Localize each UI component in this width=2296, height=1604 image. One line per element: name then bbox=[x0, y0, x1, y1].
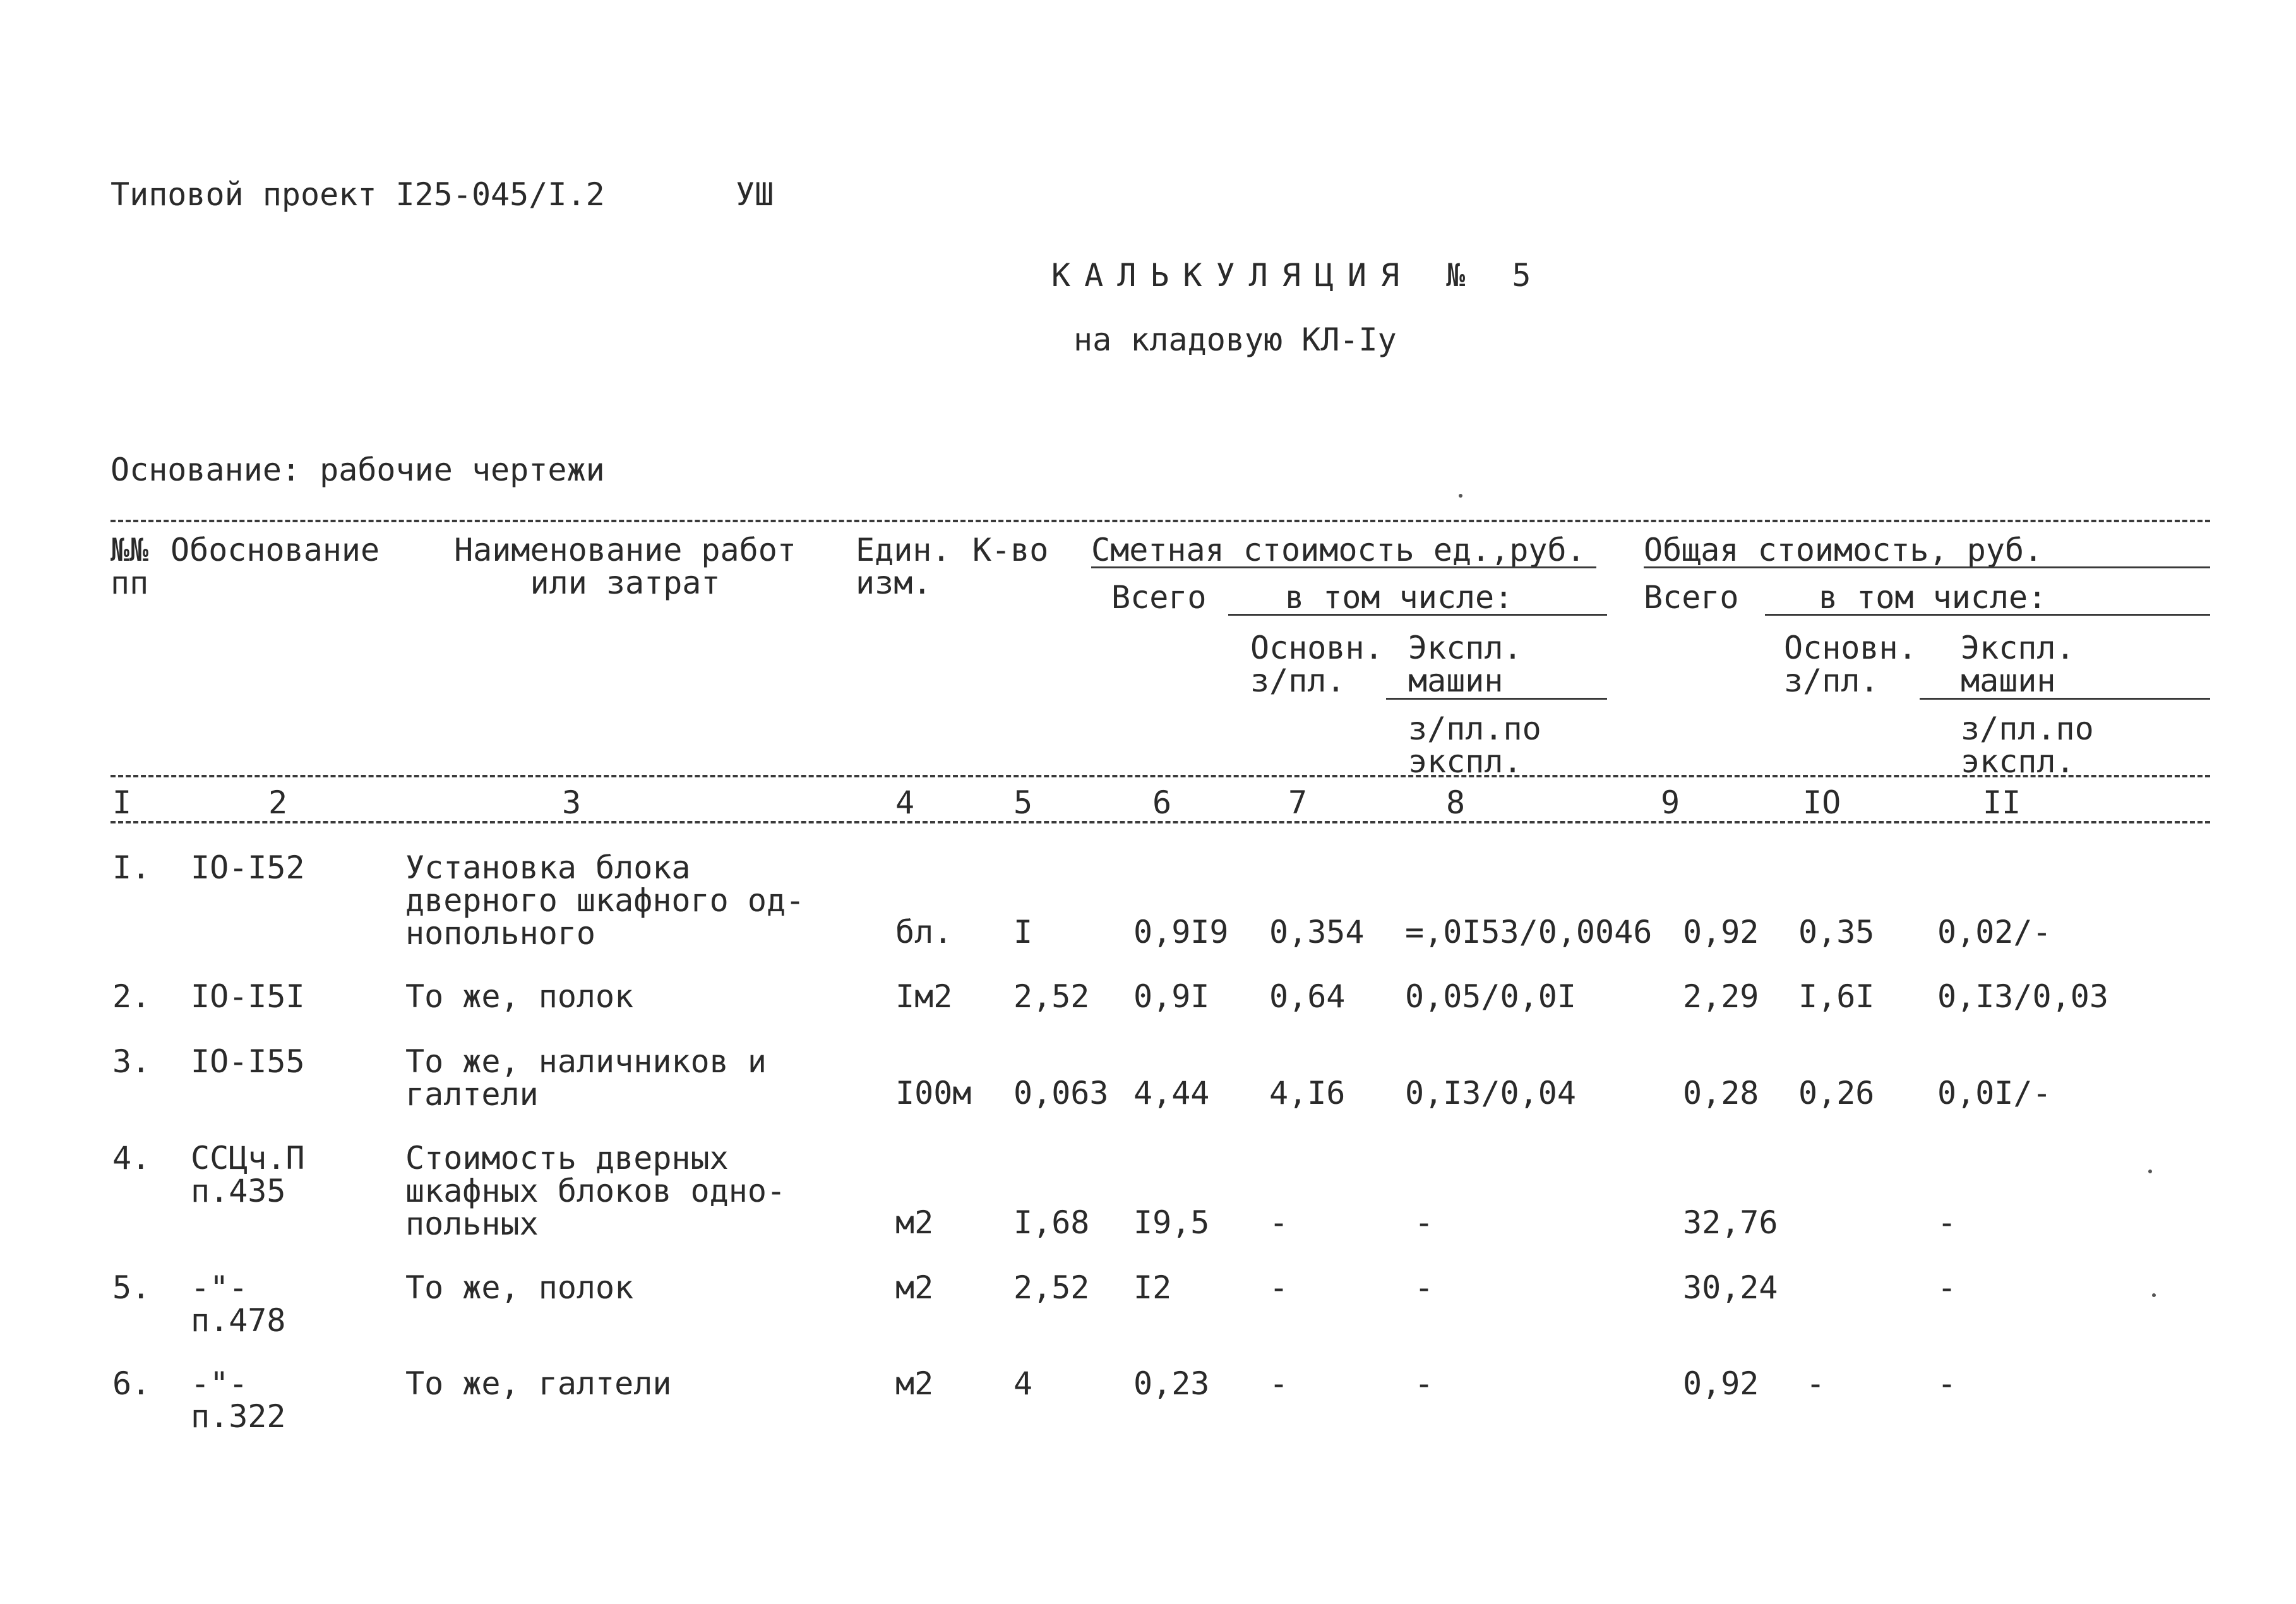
row-total: 30,24 bbox=[1683, 1269, 1778, 1306]
total-machines-underline bbox=[1920, 698, 2210, 700]
basis-line: Основание: рабочие чертежи bbox=[111, 452, 605, 488]
unit-cost-underline bbox=[1091, 566, 1596, 568]
row-unit: м2 bbox=[895, 1365, 934, 1402]
scan-speck bbox=[1459, 494, 1462, 498]
numbers-divider bbox=[111, 821, 2210, 823]
row-qty: 4 bbox=[1013, 1365, 1033, 1402]
row-total-machines: - bbox=[1937, 1269, 1957, 1306]
col-number: 5 bbox=[1013, 784, 1033, 821]
row-unit-machines: =,0I53/0,0046 bbox=[1405, 914, 1653, 950]
row-name: То же, наличников и галтели bbox=[405, 1043, 767, 1113]
col-header-unit: Един. изм. bbox=[856, 532, 951, 601]
col-header-qty: К-во bbox=[972, 532, 1049, 568]
col-header-unit-cost: Сметная стоимость ед.,руб. bbox=[1091, 532, 1586, 568]
row-name: Установка блока дверного шкафного од- нопольного bbox=[405, 849, 805, 952]
row-number: 2. bbox=[112, 978, 151, 1015]
row-unit: бл. bbox=[895, 914, 953, 950]
unit-machines-underline bbox=[1386, 698, 1607, 700]
row-total-wages: 0,35 bbox=[1798, 914, 1875, 950]
col-number: 6 bbox=[1152, 784, 1172, 821]
row-unit-machines: - bbox=[1414, 1269, 1434, 1306]
row-unit-total: 0,9I9 bbox=[1133, 914, 1229, 950]
col-header-total-cost: Общая стоимость, руб. bbox=[1644, 532, 2043, 568]
row-basis: -"- п.322 bbox=[191, 1365, 286, 1435]
col-number: 2 bbox=[268, 784, 288, 821]
row-unit-wages: 0,64 bbox=[1269, 978, 1346, 1015]
row-unit: м2 bbox=[895, 1204, 934, 1241]
row-name: То же, полок bbox=[405, 1269, 634, 1306]
row-unit-machines: - bbox=[1414, 1204, 1434, 1241]
row-total-machines: 0,0I/- bbox=[1937, 1075, 2052, 1111]
row-unit-total: 0,9I bbox=[1133, 978, 1210, 1015]
col-header-unit-including: в том числе: bbox=[1285, 579, 1514, 616]
row-name: То же, полок bbox=[405, 978, 634, 1015]
row-basis: ССЦч.П п.435 bbox=[191, 1140, 305, 1209]
col-header-total-machines: Экспл. машин bbox=[1961, 630, 2075, 699]
row-basis: IO-I55 bbox=[191, 1043, 305, 1080]
row-qty: 2,52 bbox=[1013, 1269, 1090, 1306]
col-header-unit-total: Всего bbox=[1111, 579, 1207, 616]
row-number: 5. bbox=[112, 1269, 151, 1306]
row-number: 4. bbox=[112, 1140, 151, 1176]
row-unit-machines: 0,I3/0,04 bbox=[1405, 1075, 1576, 1111]
col-header-unit-wages: Основн. з/пл. bbox=[1250, 630, 1384, 699]
row-unit-total: I2 bbox=[1133, 1269, 1172, 1306]
col-header-unit-machine-wages: з/пл.по экспл. bbox=[1408, 710, 1541, 780]
row-unit-wages: 4,I6 bbox=[1269, 1075, 1346, 1111]
row-basis: -"- п.478 bbox=[191, 1269, 286, 1339]
row-unit-wages: 0,354 bbox=[1269, 914, 1365, 950]
project-code: Типовой проект I25-045/I.2 bbox=[111, 176, 605, 213]
col-header-num: №№ пп bbox=[111, 532, 149, 601]
row-unit-wages: - bbox=[1269, 1365, 1289, 1402]
row-total: 0,92 bbox=[1683, 1365, 1759, 1402]
row-total-wages: 0,26 bbox=[1798, 1075, 1875, 1111]
row-total: 32,76 bbox=[1683, 1204, 1778, 1241]
row-total-machines: 0,02/- bbox=[1937, 914, 2052, 950]
scan-speck bbox=[2152, 1293, 2156, 1297]
col-header-total-wages: Основн. з/пл. bbox=[1784, 630, 1917, 699]
row-unit-wages: - bbox=[1269, 1204, 1289, 1241]
col-number: 3 bbox=[562, 784, 582, 821]
col-header-grand-total: Всего bbox=[1644, 579, 1739, 616]
row-unit: м2 bbox=[895, 1269, 934, 1306]
row-total: 2,29 bbox=[1683, 978, 1759, 1015]
col-number: II bbox=[1983, 784, 2021, 821]
row-basis: IO-I52 bbox=[191, 849, 305, 886]
row-total: 0,28 bbox=[1683, 1075, 1759, 1111]
col-header-total-including: в том числе: bbox=[1819, 579, 2047, 616]
row-unit-total: I9,5 bbox=[1133, 1204, 1210, 1241]
row-unit-total: 0,23 bbox=[1133, 1365, 1210, 1402]
row-qty: 2,52 bbox=[1013, 978, 1090, 1015]
col-header-total-machine-wages: з/пл.по экспл. bbox=[1961, 710, 2094, 780]
page-title: КАЛЬКУЛЯЦИЯ № 5 bbox=[1051, 257, 1545, 294]
col-header-basis: Обоснование bbox=[170, 532, 380, 568]
row-total: 0,92 bbox=[1683, 914, 1759, 950]
col-number: IO bbox=[1803, 784, 1841, 821]
col-number: 4 bbox=[895, 784, 915, 821]
row-qty: 0,063 bbox=[1013, 1075, 1109, 1111]
unit-including-underline bbox=[1228, 614, 1607, 616]
row-qty: I,68 bbox=[1013, 1204, 1090, 1241]
row-unit-wages: - bbox=[1269, 1269, 1289, 1306]
row-number: I. bbox=[112, 849, 151, 886]
header-bottom-divider bbox=[111, 775, 2210, 777]
row-total-machines: - bbox=[1937, 1365, 1957, 1402]
page-subtitle: на кладовую КЛ-Iу bbox=[1073, 321, 1397, 358]
row-unit: I00м bbox=[895, 1075, 972, 1111]
col-header-unit-machines: Экспл. машин bbox=[1408, 630, 1522, 699]
row-name: То же, галтели bbox=[405, 1365, 672, 1402]
total-cost-underline bbox=[1644, 566, 2210, 568]
row-total-machines: 0,I3/0,03 bbox=[1937, 978, 2108, 1015]
row-basis: IO-I5I bbox=[191, 978, 305, 1015]
col-number: 8 bbox=[1446, 784, 1466, 821]
row-unit-machines: 0,05/0,0I bbox=[1405, 978, 1576, 1015]
row-number: 3. bbox=[112, 1043, 151, 1080]
col-number: 7 bbox=[1288, 784, 1308, 821]
row-unit: Iм2 bbox=[895, 978, 953, 1015]
col-number: 9 bbox=[1661, 784, 1680, 821]
row-total-wages: I,6I bbox=[1798, 978, 1875, 1015]
total-including-underline bbox=[1765, 614, 2210, 616]
scan-speck bbox=[2148, 1170, 2152, 1173]
col-number: I bbox=[112, 784, 132, 821]
header-top-divider bbox=[111, 520, 2210, 522]
row-number: 6. bbox=[112, 1365, 151, 1402]
row-total-machines: - bbox=[1937, 1204, 1957, 1241]
row-name: Стоимость дверных шкафных блоков одно- польных bbox=[405, 1140, 786, 1242]
row-unit-total: 4,44 bbox=[1133, 1075, 1210, 1111]
col-header-name: Наименование работ или затрат bbox=[454, 532, 796, 601]
section-number: УШ bbox=[736, 176, 774, 213]
row-unit-machines: - bbox=[1414, 1365, 1434, 1402]
row-total-wages: - bbox=[1806, 1365, 1826, 1402]
row-qty: I bbox=[1013, 914, 1033, 950]
